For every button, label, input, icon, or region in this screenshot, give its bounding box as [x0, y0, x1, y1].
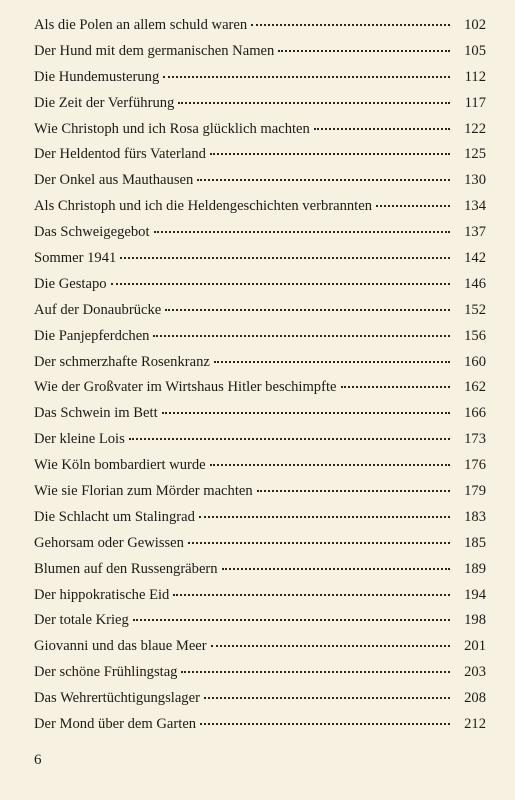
toc-entry: [34, 401, 486, 427]
toc-dot-leader: [278, 50, 450, 52]
toc-entry-page-number: 183: [464, 508, 486, 525]
toc-dot-leader: [257, 490, 450, 492]
toc-entry-title: Der schmerzhafte Rosenkranz: [34, 353, 210, 370]
toc-entry-page-number: 189: [464, 560, 486, 577]
toc-entry-page-number: 122: [464, 120, 486, 137]
toc-entry-title: Die Zeit der Verführung: [34, 94, 175, 111]
toc-entry: [34, 375, 486, 401]
toc-entry: [34, 220, 486, 246]
toc-entry-title: Der kleine Lois: [34, 431, 125, 448]
toc-entry: [34, 427, 486, 453]
toc-dot-leader: [222, 568, 450, 570]
toc-entry-title: Sommer 1941: [34, 250, 117, 267]
toc-entry: [34, 194, 486, 220]
toc-entry-title: Die Panjepferdchen: [34, 327, 150, 344]
toc-entry: [34, 531, 486, 557]
toc-entry-page-number: 166: [464, 405, 486, 422]
toc-entry-page-number: 152: [464, 301, 486, 318]
toc-entry-page-number: 208: [464, 690, 486, 707]
toc-entry-page-number: 146: [464, 275, 486, 292]
toc-dot-leader: [188, 542, 450, 544]
toc-entry-page-number: 102: [464, 17, 486, 33]
toc-entry-title: Wie Köln bombardiert wurde: [34, 457, 206, 474]
toc-entry-title: Die Schlacht um Stalingrad: [34, 508, 195, 525]
toc-entry-page-number: 105: [464, 42, 486, 59]
toc-entry: [34, 246, 486, 272]
toc-dot-leader: [200, 723, 450, 725]
toc-dot-leader: [210, 464, 450, 466]
toc-entry-title: Wie der Großvater im Wirtshaus Hitler beschimpfte: [34, 379, 337, 396]
toc-entry: [34, 324, 486, 350]
toc-entry: [34, 453, 486, 479]
toc-entry-page-number: 179: [464, 483, 486, 500]
toc-entry-title: Die Gestapo: [34, 275, 107, 292]
toc-dot-leader: [204, 697, 450, 699]
toc-entry-title: Der Hund mit dem germanischen Namen: [34, 42, 275, 59]
toc-dot-leader: [211, 645, 450, 647]
toc-entry-title: Giovanni und das blaue Meer: [34, 638, 207, 655]
toc-dot-leader: [376, 205, 450, 207]
toc-dot-leader: [163, 76, 450, 78]
toc-entry: [34, 479, 486, 505]
toc-entry: [34, 583, 486, 609]
toc-entry-page-number: 176: [464, 457, 486, 474]
toc-entry-page-number: 112: [464, 68, 486, 85]
toc-entry-page-number: 142: [464, 250, 486, 267]
toc-entry: [34, 117, 486, 143]
toc-entry-title: Der Heldentod fürs Vaterland: [34, 146, 206, 163]
toc-entry-page-number: 162: [464, 379, 486, 396]
toc-entry-page-number: 137: [464, 224, 486, 241]
toc-entry-title: Als die Polen an allem schuld waren: [34, 17, 248, 33]
toc-entry-title: Gehorsam oder Gewissen: [34, 534, 184, 551]
toc-entry: [34, 350, 486, 376]
toc-dot-leader: [162, 412, 450, 414]
toc-dot-leader: [214, 361, 450, 363]
toc-entry: [34, 608, 486, 634]
toc-entry-title: Wie Christoph und ich Rosa glücklich machten: [34, 120, 310, 137]
toc-entry-title: Die Hundemusterung: [34, 68, 160, 85]
toc-dot-leader: [341, 386, 451, 388]
toc-entry: [34, 168, 486, 194]
toc-entry-title: Der totale Krieg: [34, 612, 129, 629]
toc-dot-leader: [111, 283, 450, 285]
toc-dot-leader: [120, 257, 450, 259]
table-of-contents: [34, 13, 486, 738]
toc-entry-title: Der schöne Frühlingstag: [34, 664, 178, 681]
toc-entry-page-number: 156: [464, 327, 486, 344]
toc-entry: [34, 686, 486, 712]
toc-dot-leader: [133, 619, 450, 621]
toc-entry-title: Der Onkel aus Mauthausen: [34, 172, 194, 189]
toc-entry-page-number: 198: [464, 612, 486, 629]
toc-entry-page-number: 173: [464, 431, 486, 448]
toc-dot-leader: [173, 594, 450, 596]
toc-entry-page-number: 194: [464, 586, 486, 603]
toc-entry: [34, 142, 486, 168]
toc-entry: [34, 272, 486, 298]
toc-entry-page-number: 201: [464, 638, 486, 655]
toc-entry: [34, 65, 486, 91]
toc-entry: [34, 634, 486, 660]
toc-entry-page-number: 130: [464, 172, 486, 189]
toc-entry-title: Das Schwein im Bett: [34, 405, 158, 422]
toc-dot-leader: [154, 231, 450, 233]
toc-dot-leader: [181, 671, 450, 673]
toc-entry-title: Als Christoph und ich die Heldengeschichten verbrannten: [34, 198, 373, 215]
toc-dot-leader: [251, 24, 450, 26]
toc-entry-page-number: 134: [464, 198, 486, 215]
toc-entry: [34, 505, 486, 531]
toc-entry: [34, 39, 486, 65]
toc-entry: [34, 91, 486, 117]
toc-entry-page-number: 160: [464, 353, 486, 370]
toc-entry-page-number: 203: [464, 664, 486, 681]
toc-entry-page-number: 212: [464, 716, 486, 733]
toc-entry-title: Wie sie Florian zum Mörder machten: [34, 483, 253, 500]
toc-entry: [34, 298, 486, 324]
toc-entry-page-number: 117: [464, 94, 486, 111]
toc-entry: [34, 557, 486, 583]
toc-entry-title: Der hippokratische Eid: [34, 586, 170, 603]
toc-entry-page-number: 185: [464, 534, 486, 551]
toc-entry-title: Auf der Donaubrücke: [34, 301, 162, 318]
toc-dot-leader: [197, 179, 450, 181]
toc-dot-leader: [199, 516, 450, 518]
toc-dot-leader: [210, 153, 450, 155]
toc-dot-leader: [178, 102, 450, 104]
toc-entry: [34, 660, 486, 686]
toc-dot-leader: [129, 438, 450, 440]
page-number: 6: [34, 752, 42, 768]
toc-entry-title: Das Schweigegebot: [34, 224, 150, 241]
toc-entry: [34, 13, 486, 39]
toc-dot-leader: [153, 335, 450, 337]
toc-dot-leader: [314, 128, 450, 130]
toc-entry-title: Das Wehrertüchtigungslager: [34, 690, 200, 707]
toc-entry-title: Blumen auf den Russengräbern: [34, 560, 218, 577]
toc-entry: [34, 712, 486, 738]
toc-entry-title: Der Mond über dem Garten: [34, 716, 197, 733]
toc-entry-page-number: 125: [464, 146, 486, 163]
toc-dot-leader: [165, 309, 450, 311]
